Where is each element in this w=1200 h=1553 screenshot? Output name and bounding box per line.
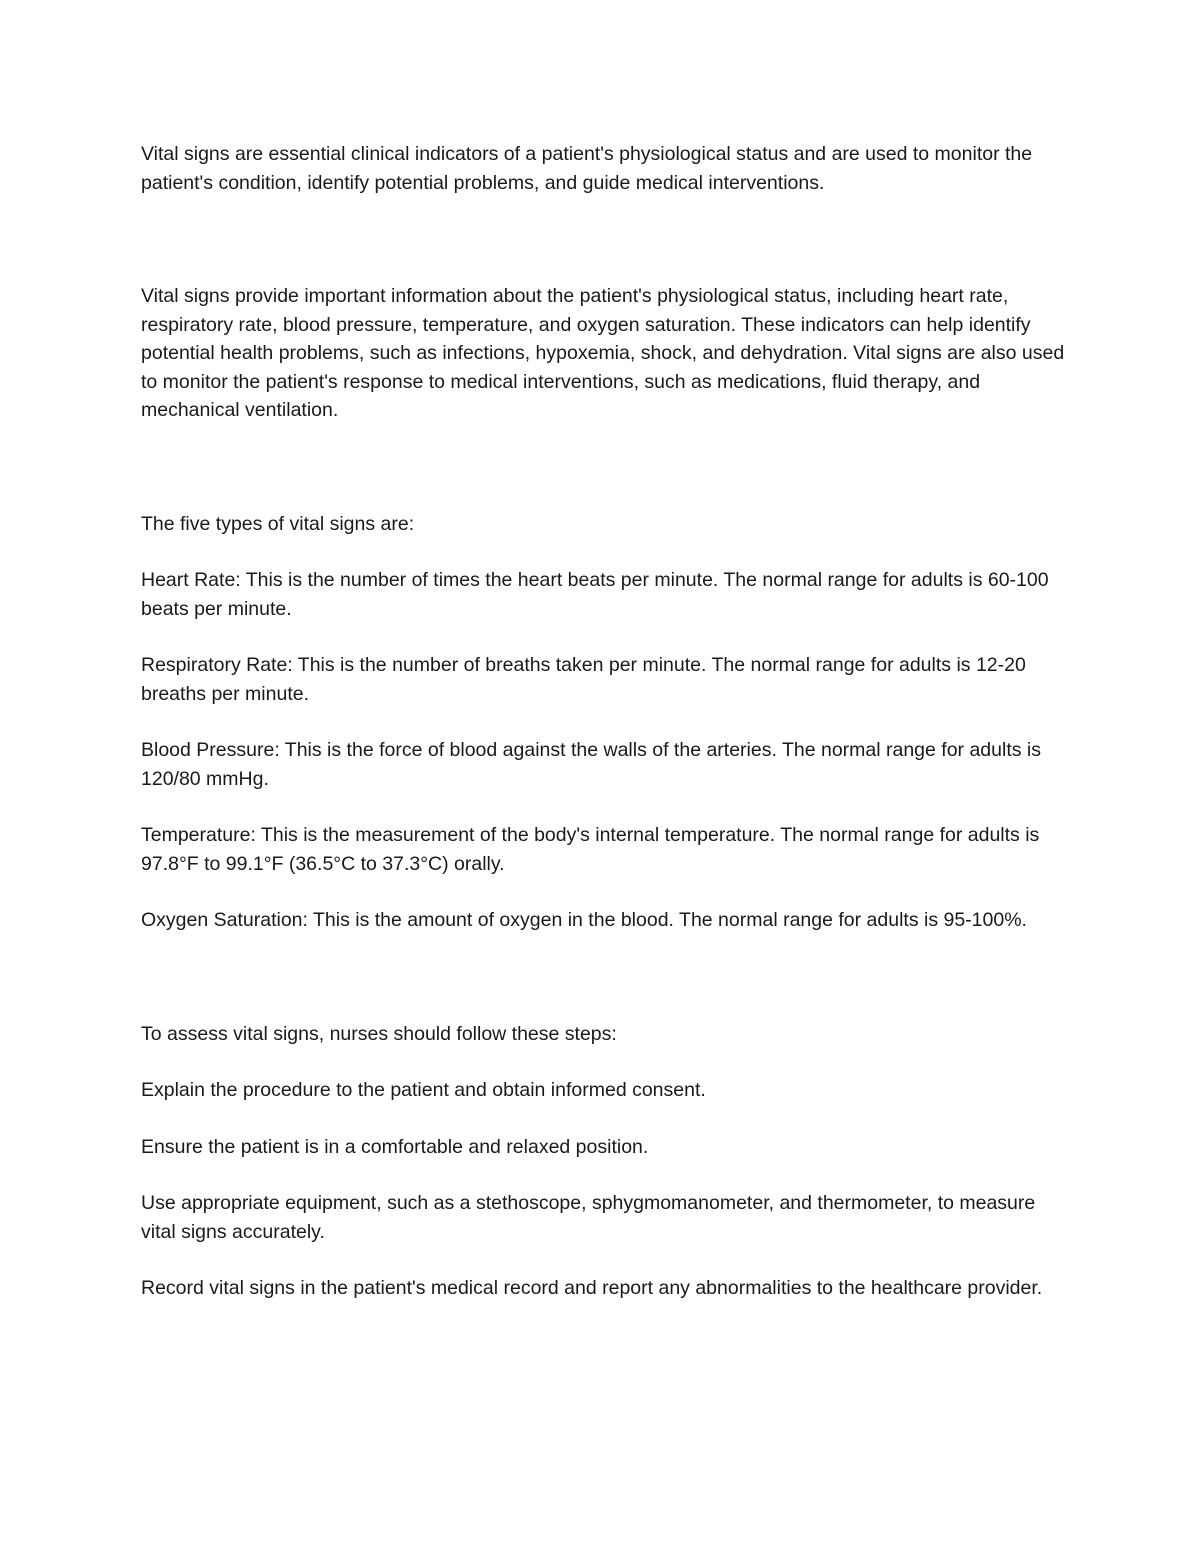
vital-sign-temperature: Temperature: This is the measurement of the body's internal temperature. The normal range for adults is 97.8°F to 99.1°F (36.5°C to 37.3°C) orally. <box>141 824 1040 875</box>
vital-sign-blood-pressure: Blood Pressure: This is the force of blood against the walls of the arteries. The normal range for adults is 120/80 mmHg. <box>141 739 1041 790</box>
assessment-step-record: Record vital signs in the patient's medical record and report any abnormalities to the healthcare provider. <box>141 1277 1043 1299</box>
vital-sign-respiratory-rate: Respiratory Rate: This is the number of breaths taken per minute. The normal range for adults is 12-20 breaths per minute. <box>141 654 1026 705</box>
vital-sign-heart-rate: Heart Rate: This is the number of times the heart beats per minute. The normal range for adults is 60-100 beats per minute. <box>141 569 1049 620</box>
assessment-step-explain: Explain the procedure to the patient and obtain informed consent. <box>141 1079 706 1101</box>
intro-paragraph: Vital signs are essential clinical indicators of a patient's physiological status and are used to monitor the patient's condition, identify potential problems, and guide medical interventions. <box>141 143 1033 194</box>
assessment-step-equipment: Use appropriate equipment, such as a stethoscope, sphygmomanometer, and thermometer, to measure vital signs accurately. <box>141 1192 1036 1243</box>
vital-signs-types-heading: The five types of vital signs are: <box>141 512 415 535</box>
info-paragraph: Vital signs provide important information about the patient's physiological status, including heart rate, respiratory rate, blood pressure, temperature, and oxygen saturation. These indicators can help identify potential health problems, such as infections, hypoxemia, shock, and dehydration. Vital signs are also used to monitor the patient's response to medical interventions, such as medications, fluid therapy, and mechanical ventilation. <box>141 285 1065 421</box>
assessment-step-position: Ensure the patient is in a comfortable and relaxed position. <box>141 1135 649 1158</box>
assessment-steps-heading: To assess vital signs, nurses should follow these steps: <box>141 1022 617 1045</box>
document-body <box>141 140 1071 1303</box>
vital-sign-oxygen-saturation: Oxygen Saturation: This is the amount of oxygen in the blood. The normal range for adults is 95-100%. <box>141 909 1027 931</box>
